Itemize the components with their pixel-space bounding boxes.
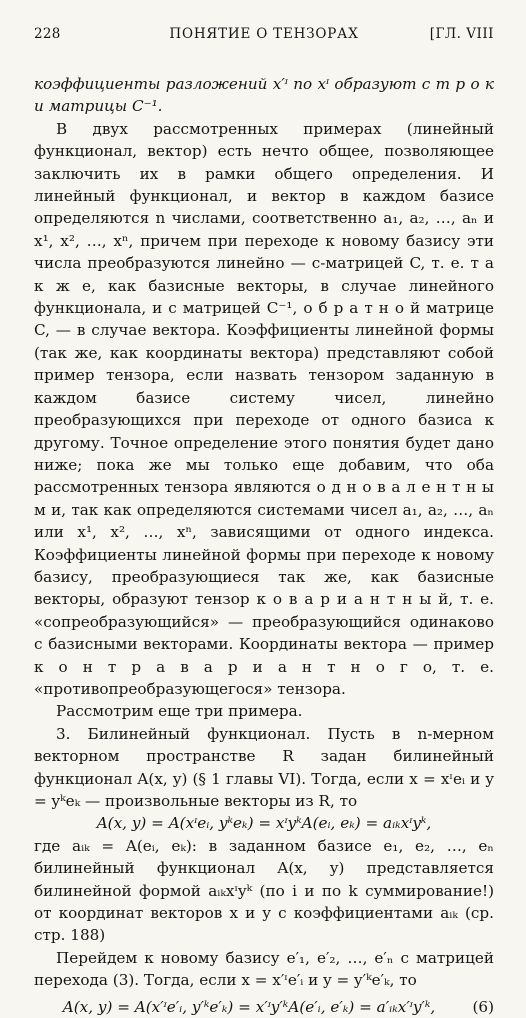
formula-bilinear: A(x, y) = A(xᶦeᵢ, yᵏeₖ) = xᶦyᵏA(eᵢ, eₖ) = aᵢₖxᶦyᵏ, [96, 814, 432, 833]
formula-six [34, 996, 494, 1018]
paragraph-bilinear-form: где aᵢₖ = A(eᵢ, eₖ): в заданном базисе e₁, e₂, …, eₙ билинейный функционал A(x, y) представляется билинейной формой aᵢₖxᶦyᵏ (по i и по k суммирование!) от координат векторов x и y с коэффициентами aᵢₖ (ср. стр. 188) [34, 836, 494, 945]
equation-number: (6) [472, 997, 494, 1016]
chapter-label: [ГЛ. VIII [429, 26, 494, 42]
paragraph-continuation: коэффициенты разложений x′ᶦ по xᶦ образуют с т р о к и матрицы C⁻¹. [34, 75, 494, 116]
running-title: ПОНЯТИЕ О ТЕНЗОРАХ [169, 26, 359, 42]
page-number: 228 [34, 26, 61, 42]
paragraph-bilinear: 3. Билинейный функционал. Пусть в n-мерном векторном пространстве R задан билинейный функционал A(x, y) (§ 1 главы VI). Тогда, если x = xᶦeᵢ и y = yᵏeₖ — произвольные векторы из R, то [34, 724, 494, 810]
page-body [34, 73, 494, 1018]
paragraph-new-basis: Перейдем к новому базису e′₁, e′₂, …, e′ₙ с матрицей перехода (3). Тогда, если x = x′ᶦe′ᵢ и y = y′ᵏe′ₖ, то [34, 948, 494, 990]
running-header [34, 26, 494, 48]
paragraph-three-examples: Рассмотрим еще три примера. [56, 702, 303, 721]
paragraph-tensor-intro: В двух рассмотренных примерах (линейный функционал, вектор) есть нечто общее, позволяющее заключить их в рамки общего определения. И линейный функционал, и вектор в каждом базисе определяются n числами, соответственно a₁, a₂, …, aₙ и x¹, x², …, xⁿ, причем при переходе к новому базису эти числа преобразуются линейно — с-матрицей C, т. е. т а к ж е, как базисные векторы, в случае линейного функционала, и с матрицей C⁻¹, о б р а т н о й матрице C, — в случае вектора. Коэффициенты линейной формы (так же, как координаты вектора) представляют собой пример тензора, если назвать тензором заданную в каждом базисе систему чисел, линейно преобразующихся при переходе от одного базиса к другому. Точное определение этого понятия будет дано ниже; пока же мы только еще добавим, что оба рассмотренных тензора являются о д н о в а л е н т н ы м и, так как определяются системами чисел a₁, a₂, …, aₙ или x¹, x², …, xⁿ, зависящими от одного индекса. Коэффициенты линейной формы при переходе к новому базису, преобразующиеся так же, как базисные векторы, образуют тензор к о в а р и а н т н ы й, т. е. «сопреобразующийся» — преобразующийся одинаково с базисными векторами. Координаты вектора — пример к о н т р а в а р и а н т н о г о, т. е. «противопреобразующегося» тензора. [34, 119, 494, 698]
formula-six-text: A(x, y) = A(x′ᶦe′ᵢ, y′ᵏe′ₖ) = x′ᶦy′ᵏA(e′ᵢ, e′ₖ) = a′ᵢₖx′ᶦy′ᵏ, [62, 997, 436, 1016]
